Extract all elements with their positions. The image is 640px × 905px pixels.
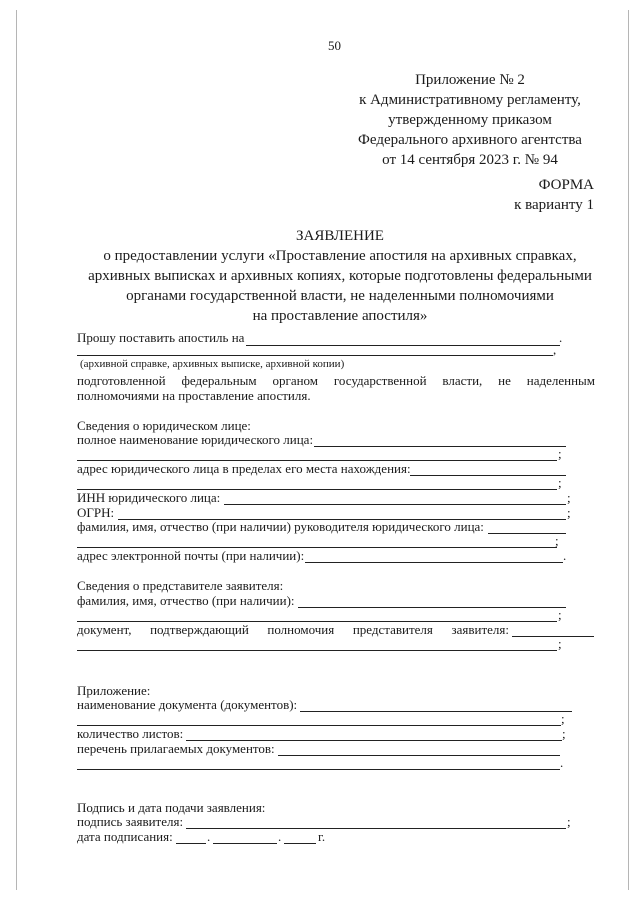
legal-address-label: адрес юридического лица в пределах его места нахождения: bbox=[77, 461, 411, 476]
signature-blank[interactable] bbox=[186, 828, 566, 829]
appendix-line-3: утвержденному приказом bbox=[388, 112, 552, 128]
legal-inn-blank[interactable] bbox=[224, 504, 566, 505]
legal-full-name-label: полное наименование юридического лица: bbox=[77, 432, 314, 447]
title-line-2: архивных выписках и архивных копиях, которые подготовлены федеральными bbox=[88, 268, 592, 284]
appendix-line-4: Федерального архивного агентства bbox=[358, 132, 582, 148]
appendix-line-2: к Административному регламенту, bbox=[359, 92, 581, 108]
attachment-doc-name-punct: ; bbox=[561, 711, 565, 726]
legal-email-label: адрес электронной почты (при наличии): bbox=[77, 548, 305, 563]
attachment-sheets-label: количество листов: bbox=[77, 726, 184, 741]
document-title bbox=[60, 226, 620, 326]
representative-document-label: документ, подтверждающий полномочия представителя заявителя: bbox=[77, 622, 509, 637]
legal-head-name-punct: ; bbox=[555, 533, 559, 548]
request-blank-2[interactable] bbox=[77, 355, 553, 356]
representative-document-blank[interactable] bbox=[512, 636, 594, 637]
request-label: Прошу поставить апостиль на bbox=[77, 330, 245, 345]
legal-ogrn-punct: ; bbox=[567, 505, 571, 520]
signature-heading: Подпись и дата подачи заявления: bbox=[77, 800, 266, 815]
attachment-sheets-punct: ; bbox=[562, 726, 566, 741]
scan-edge-left bbox=[16, 10, 17, 890]
form-label-line-1: ФОРМА bbox=[538, 177, 594, 193]
legal-email-punct: . bbox=[563, 548, 567, 563]
form-label-line-2: к варианту 1 bbox=[514, 197, 594, 213]
form-label bbox=[440, 175, 594, 215]
representative-name-label: фамилия, имя, отчество (при наличии): bbox=[77, 593, 295, 608]
date-year-blank[interactable] bbox=[284, 843, 316, 844]
legal-full-name-blank[interactable] bbox=[314, 446, 566, 447]
date-day-blank[interactable] bbox=[176, 843, 206, 844]
title-line-1: о предоставлении услуги «Проставление апостиля на архивных справках, bbox=[103, 248, 577, 264]
date-dot-1: . bbox=[207, 829, 211, 844]
appendix-block bbox=[340, 70, 600, 170]
date-dot-2: . bbox=[278, 829, 282, 844]
legal-full-name-punct: ; bbox=[558, 446, 562, 461]
request-blank-1[interactable] bbox=[246, 345, 560, 346]
legal-address-blank[interactable] bbox=[410, 475, 566, 476]
request-text-1: подготовленной федеральным органом государственной власти, не наделенным bbox=[77, 373, 595, 388]
legal-inn-punct: ; bbox=[567, 490, 571, 505]
page-number: 50 bbox=[328, 38, 341, 53]
representative-heading: Сведения о представителе заявителя: bbox=[77, 578, 284, 593]
legal-inn-label: ИНН юридического лица: bbox=[77, 490, 221, 505]
representative-document-blank-2[interactable] bbox=[77, 650, 557, 651]
legal-email-blank[interactable] bbox=[305, 562, 563, 563]
appendix-line-5: от 14 сентября 2023 г. № 94 bbox=[382, 152, 558, 168]
attachment-heading: Приложение: bbox=[77, 683, 151, 698]
legal-head-name-label: фамилия, имя, отчество (при наличии) руководителя юридического лица: bbox=[77, 519, 484, 534]
signature-label: подпись заявителя: bbox=[77, 814, 184, 829]
legal-ogrn-label: ОГРН: bbox=[77, 505, 115, 520]
date-label: дата подписания: bbox=[77, 829, 173, 844]
attachment-doc-name-label: наименование документа (документов): bbox=[77, 697, 298, 712]
request-hint: (архивной справке, архивных выписке, архивной копии) bbox=[80, 358, 345, 370]
legal-address-punct: ; bbox=[558, 475, 562, 490]
title-heading: ЗАЯВЛЕНИЕ bbox=[296, 228, 384, 244]
title-line-3: органами государственной власти, не наделенными полномочиями bbox=[126, 288, 554, 304]
appendix-line-1: Приложение № 2 bbox=[415, 72, 525, 88]
attachment-list-blank-2[interactable] bbox=[77, 769, 560, 770]
attachment-list-punct: . bbox=[560, 755, 564, 770]
date-year-suffix: г. bbox=[318, 829, 326, 844]
date-month-blank[interactable] bbox=[213, 843, 277, 844]
request-text-2: полномочиями на проставление апостиля. bbox=[77, 388, 311, 403]
attachment-list-label: перечень прилагаемых документов: bbox=[77, 741, 275, 756]
representative-name-blank[interactable] bbox=[298, 607, 566, 608]
representative-document-punct: ; bbox=[558, 636, 562, 651]
attachment-doc-name-blank[interactable] bbox=[300, 711, 572, 712]
title-line-4: на проставление апостиля» bbox=[252, 308, 428, 324]
signature-punct: ; bbox=[567, 814, 571, 829]
legal-entity-heading: Сведения о юридическом лице: bbox=[77, 418, 251, 433]
request-punct-1: . bbox=[559, 330, 563, 345]
attachment-list-blank[interactable] bbox=[278, 755, 560, 756]
scan-edge-right bbox=[628, 10, 629, 890]
request-punct-2: , bbox=[553, 342, 557, 357]
representative-name-punct: ; bbox=[558, 607, 562, 622]
